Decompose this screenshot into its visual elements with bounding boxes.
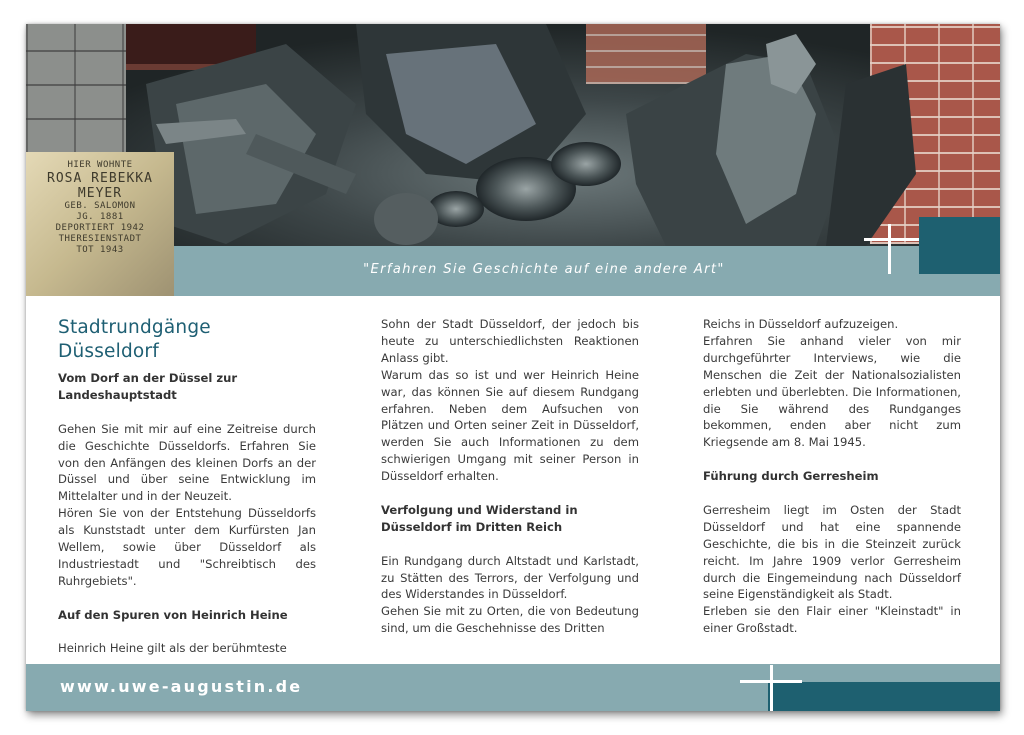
- plaque-line: ROSA REBEKKA: [47, 171, 153, 186]
- stolperstein-plaque: [26, 152, 174, 296]
- cross-ornament: [770, 665, 773, 711]
- website-link[interactable]: www.uwe-augustin.de: [60, 677, 303, 696]
- paragraph: Gehen Sie mit mir auf eine Zeitreise durch die Geschichte Düsseldorfs. Erfahren Sie von den Anfängen des kleinen Dorfs an der Düssel und über seine Entwicklung im Mittelalter und in der Neuzeit.: [58, 421, 316, 504]
- header-tagline: "Erfahren Sie Geschichte auf eine andere Art": [363, 262, 725, 277]
- cross-ornament: [740, 680, 802, 683]
- column-3: [703, 316, 961, 637]
- plaque-line: JG. 1881: [76, 212, 124, 222]
- paragraph: Gerresheim liegt im Osten der Stadt Düsseldorf und hat eine spannende Geschichte, die bis in die Steinzeit zurück reicht. Im Jahre 1909 verlor Gerresheim durch die Eingemeindung nach Düsseldorf seine Eigenständigkeit als Stadt.: [703, 502, 961, 602]
- paragraph: Heinrich Heine gilt als der berühmteste: [58, 641, 287, 656]
- plaque-line: TOT 1943: [76, 245, 124, 255]
- footer-accent-block: [768, 682, 1000, 711]
- paragraph: Ein Rundgang durch Altstadt und Karlstadt, zu Stätten des Terrors, der Verfolgung und des Widerstandes in Düsseldorf.: [381, 553, 639, 602]
- section-heading: Auf den Spuren von Heinrich Heine: [58, 607, 288, 622]
- column-2: [381, 316, 639, 637]
- paragraph: Reichs in Düsseldorf aufzuzeigen.: [703, 317, 899, 331]
- column-1: [58, 316, 316, 657]
- paragraph: Warum das so ist und wer Heinrich Heine war, das können Sie auf diesem Rundgang erfahren. Neben dem Aufsuchen von Plätzen und Orten seiner Zeit in Düsseldorf, werden Sie auch Informationen zu dem schwierigen Umgang mit seiner Person in Düsseldorf erhalten.: [381, 367, 639, 484]
- header-accent-block: [919, 217, 1000, 274]
- paragraph: Erfahren Sie anhand vieler von mir durchgeführter Interviews, wie die Menschen die Zeit der Nationalsozialisten erlebten und überlebten. Die Informationen, die Sie während des Rundganges bekommen, enden aber nicht zum Kriegsende am 8. Mai 1945.: [703, 333, 961, 450]
- paragraph: Gehen Sie mit zu Orten, die von Bedeutung sind, um die Geschehnisse des Dritten: [381, 604, 639, 636]
- section-heading: Führung durch Gerresheim: [703, 469, 879, 484]
- plaque-line: THERESIENSTADT: [58, 234, 142, 244]
- paragraph: Erleben sie den Flair einer "Kleinstadt" in einer Großstadt.: [703, 604, 961, 636]
- brochure-page: [26, 24, 1000, 711]
- plaque-line: HIER WOHNTE: [67, 160, 133, 170]
- section-heading: Vom Dorf an der Düssel zur Landeshauptstadt: [58, 371, 238, 402]
- section-heading: Verfolgung und Widerstand in Düsseldorf im Dritten Reich: [381, 502, 578, 534]
- paragraph: Hören Sie von der Entstehung Düsseldorfs als Kunststadt unter dem Kurfürsten Jan Wellem, sowie über Düsseldorf als Industriestadt und "Schreibtisch des Ruhrgebiets".: [58, 506, 316, 588]
- page-title: Stadtrundgänge Düsseldorf: [58, 317, 211, 362]
- plaque-line: GEB. SALOMON: [64, 201, 136, 211]
- cross-ornament: [864, 238, 919, 241]
- paragraph: Sohn der Stadt Düsseldorf, der jedoch bis heute zu unterschiedlichsten Reaktionen Anlass gibt.: [381, 317, 639, 365]
- plaque-line: MEYER: [77, 186, 123, 201]
- plaque-line: DEPORTIERT 1942: [55, 223, 145, 233]
